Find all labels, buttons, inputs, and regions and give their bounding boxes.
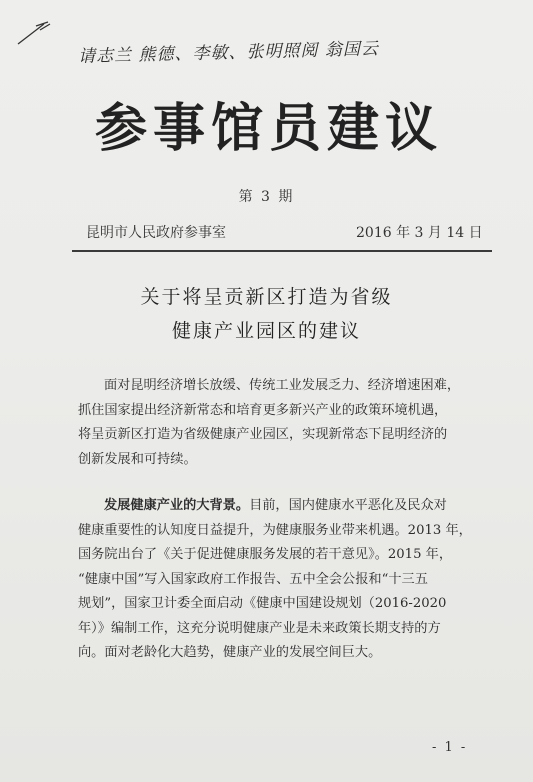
paragraph-line: 规划”，国家卫计委全面启动《健康中国建设规划（2016-2020 [78, 596, 447, 611]
page-number: - 1 - [432, 740, 468, 755]
paragraph-line: 健康重要性的认知度日益提升，为健康服务业带来机遇。2013 年， [78, 522, 472, 538]
handwritten-annotation: 请志兰 熊德、李敏、张明照阅 翁国云 [77, 39, 380, 67]
issue-number: 第 3 期 [238, 189, 295, 205]
paragraph-intro [78, 374, 498, 472]
paragraph-line [78, 494, 498, 519]
paragraph-line: 年）》编制工作，这充分说明健康产业是未来政策长期支持的方 [78, 620, 441, 636]
paragraph-line: 面对昆明经济增长放缓、传统工业发展乏力、经济增速困难， [104, 378, 461, 393]
paragraph-line: 国务院出台了《关于促进健康服务发展的若干意见》。2015 年， [78, 547, 453, 562]
masthead-title: 参事馆员建议 [95, 98, 444, 159]
issue-date: 2016 年 3 月 14 日 [356, 225, 483, 241]
header-rule [72, 250, 492, 252]
paragraph-line: 向。面对老龄化大趋势，健康产业的发展空间巨大。 [78, 645, 382, 660]
paragraph-line: 将呈贡新区打造为省级健康产业园区，实现新常态下昆明经济的 [78, 427, 448, 442]
pen-stroke-mark [14, 18, 54, 48]
paragraph-line: 抓住国家提出经济新常态和培育更多新兴产业的政策环境机遇， [78, 402, 448, 418]
paragraph-background [78, 494, 498, 666]
paragraph-line-text: 目前，国内健康水平恶化及民众对 [249, 498, 447, 513]
paragraph-lead: 发展健康产业的大背景。 [104, 498, 250, 513]
document-title-line-2: 健康产业园区的建议 [171, 320, 361, 342]
paragraph-line: 创新发展和可持续。 [78, 451, 197, 467]
issuer-name: 昆明市人民政府参事室 [86, 225, 226, 241]
document-title-line-1: 关于将呈贡新区打造为省级 [140, 286, 393, 308]
paragraph-line: “健康中国”写入国家政府工作报告、五中全会公报和“十三五 [78, 571, 428, 587]
